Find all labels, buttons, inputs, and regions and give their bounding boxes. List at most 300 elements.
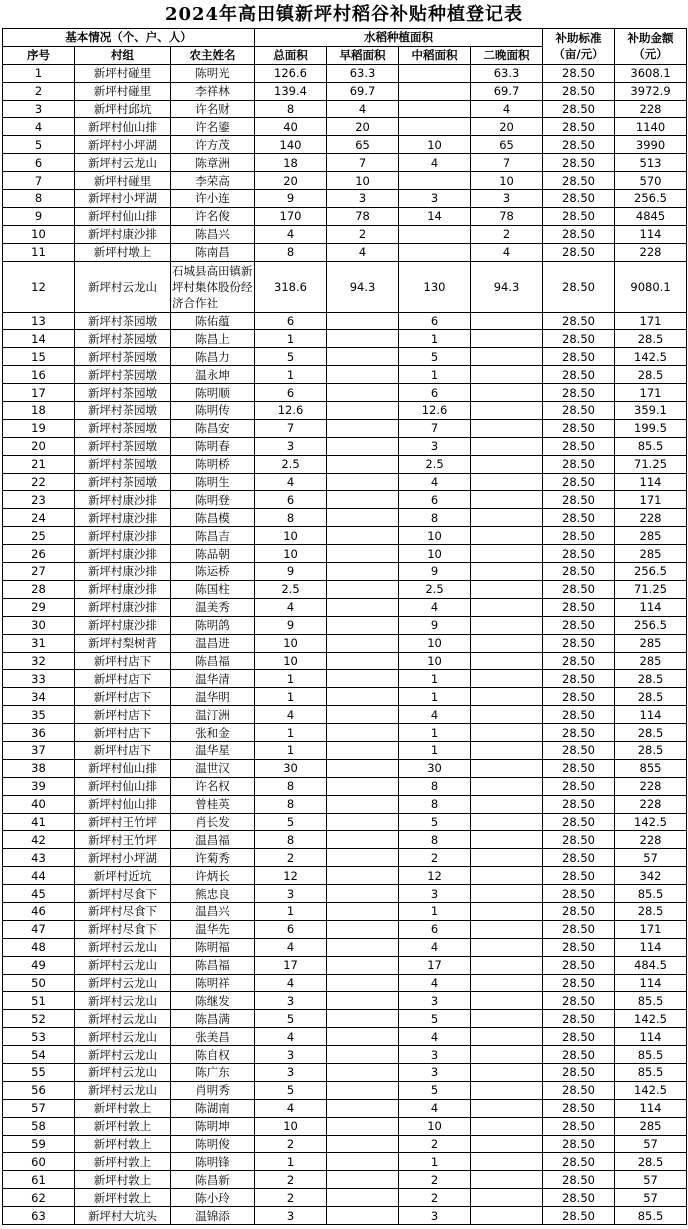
total-area-cell: 6 <box>255 491 327 509</box>
village-cell: 新坪村敦上 <box>75 1171 171 1189</box>
village-cell: 新坪村康沙排 <box>75 598 171 616</box>
village-cell: 新坪村茶园墩 <box>75 437 171 455</box>
late-area-cell <box>471 920 543 938</box>
early-area-cell <box>327 1028 399 1046</box>
late-area-cell <box>471 974 543 992</box>
amount-cell: 171 <box>615 491 687 509</box>
amount-cell: 57 <box>615 1189 687 1207</box>
header-basic-info: 基本情况（个、户、人） <box>3 29 255 47</box>
late-area-cell <box>471 938 543 956</box>
early-area-cell <box>327 920 399 938</box>
table-row <box>3 670 687 688</box>
early-area-cell <box>327 1046 399 1064</box>
seq-cell: 24 <box>3 509 75 527</box>
standard-cell: 28.50 <box>543 190 615 208</box>
village-cell: 新坪村康沙排 <box>75 225 171 243</box>
table-row <box>3 1189 687 1207</box>
table-row <box>3 225 687 243</box>
village-cell: 新坪村茶园墩 <box>75 330 171 348</box>
early-area-cell <box>327 563 399 581</box>
village-cell: 新坪村康沙排 <box>75 580 171 598</box>
seq-cell: 58 <box>3 1117 75 1135</box>
table-row <box>3 1153 687 1171</box>
standard-cell: 28.50 <box>543 831 615 849</box>
early-area-cell <box>327 867 399 885</box>
total-area-cell: 2 <box>255 849 327 867</box>
amount-cell: 228 <box>615 777 687 795</box>
farmer-cell: 许名鎏 <box>171 118 255 136</box>
village-cell: 新坪村店下 <box>75 741 171 759</box>
farmer-cell: 肖明秀 <box>171 1081 255 1099</box>
amount-cell: 85.5 <box>615 1046 687 1064</box>
middle-area-cell: 4 <box>399 598 471 616</box>
standard-cell: 28.50 <box>543 225 615 243</box>
standard-cell: 28.50 <box>543 437 615 455</box>
total-area-cell: 8 <box>255 831 327 849</box>
farmer-cell: 陈明俊 <box>171 1135 255 1153</box>
seq-cell: 27 <box>3 563 75 581</box>
amount-cell: 855 <box>615 759 687 777</box>
table-row <box>3 813 687 831</box>
table-row <box>3 616 687 634</box>
table-row <box>3 1063 687 1081</box>
late-area-cell <box>471 849 543 867</box>
seq-cell: 47 <box>3 920 75 938</box>
farmer-cell: 温世汉 <box>171 759 255 777</box>
seq-cell: 7 <box>3 172 75 190</box>
total-area-cell: 1 <box>255 366 327 384</box>
standard-cell: 28.50 <box>543 82 615 100</box>
standard-cell: 28.50 <box>543 724 615 742</box>
village-cell: 新坪村仙山排 <box>75 795 171 813</box>
table-row <box>3 1099 687 1117</box>
amount-cell: 3608.1 <box>615 64 687 82</box>
total-area-cell: 1 <box>255 741 327 759</box>
farmer-cell: 陈明桥 <box>171 455 255 473</box>
total-area-cell: 3 <box>255 1207 327 1225</box>
early-area-cell <box>327 706 399 724</box>
early-area-cell: 69.7 <box>327 82 399 100</box>
village-cell: 新坪村店下 <box>75 670 171 688</box>
farmer-cell: 许名权 <box>171 777 255 795</box>
village-cell: 新坪村云龙山 <box>75 1010 171 1028</box>
standard-cell: 28.50 <box>543 1153 615 1171</box>
total-area-cell: 1 <box>255 688 327 706</box>
amount-cell: 4845 <box>615 207 687 225</box>
standard-cell: 28.50 <box>543 1063 615 1081</box>
amount-cell: 484.5 <box>615 956 687 974</box>
seq-cell: 19 <box>3 419 75 437</box>
total-area-cell: 170 <box>255 207 327 225</box>
seq-cell: 40 <box>3 795 75 813</box>
farmer-cell: 曾桂英 <box>171 795 255 813</box>
table-row <box>3 207 687 225</box>
standard-cell: 28.50 <box>543 563 615 581</box>
standard-cell: 28.50 <box>543 634 615 652</box>
early-area-cell <box>327 455 399 473</box>
village-cell: 新坪村康沙排 <box>75 491 171 509</box>
middle-area-cell: 3 <box>399 190 471 208</box>
table-row <box>3 261 687 312</box>
amount-cell: 228 <box>615 795 687 813</box>
village-cell: 新坪村店下 <box>75 688 171 706</box>
farmer-cell: 陈明登 <box>171 491 255 509</box>
farmer-cell: 陈湖南 <box>171 1099 255 1117</box>
total-area-cell: 9 <box>255 190 327 208</box>
middle-area-cell: 6 <box>399 491 471 509</box>
middle-area-cell: 5 <box>399 1010 471 1028</box>
table-row <box>3 1046 687 1064</box>
table-row <box>3 118 687 136</box>
late-area-cell <box>471 741 543 759</box>
late-area-cell <box>471 509 543 527</box>
amount-cell: 114 <box>615 974 687 992</box>
farmer-cell: 陈昌吉 <box>171 527 255 545</box>
amount-cell: 199.5 <box>615 419 687 437</box>
early-area-cell <box>327 598 399 616</box>
seq-cell: 54 <box>3 1046 75 1064</box>
farmer-cell: 陈明祥 <box>171 974 255 992</box>
middle-area-cell: 2 <box>399 1135 471 1153</box>
middle-area-cell: 2 <box>399 849 471 867</box>
table-row <box>3 956 687 974</box>
total-area-cell: 1 <box>255 1153 327 1171</box>
early-area-cell <box>327 384 399 402</box>
total-area-cell: 9 <box>255 563 327 581</box>
seq-cell: 15 <box>3 348 75 366</box>
table-row <box>3 491 687 509</box>
table-body <box>3 64 687 1224</box>
late-area-cell <box>471 598 543 616</box>
amount-cell: 114 <box>615 598 687 616</box>
village-cell: 新坪村仙山排 <box>75 207 171 225</box>
seq-cell: 48 <box>3 938 75 956</box>
farmer-cell: 许方茂 <box>171 136 255 154</box>
total-area-cell: 4 <box>255 974 327 992</box>
total-area-cell: 2 <box>255 1189 327 1207</box>
late-area-cell <box>471 634 543 652</box>
farmer-cell: 李荣高 <box>171 172 255 190</box>
village-cell: 新坪村敦上 <box>75 1135 171 1153</box>
standard-cell: 28.50 <box>543 867 615 885</box>
village-cell: 新坪村云龙山 <box>75 974 171 992</box>
seq-cell: 56 <box>3 1081 75 1099</box>
header-amount-line2: （元） <box>633 47 668 62</box>
standard-cell: 28.50 <box>543 312 615 330</box>
late-area-cell <box>471 473 543 491</box>
total-area-cell: 2 <box>255 1135 327 1153</box>
village-cell: 新坪村康沙排 <box>75 563 171 581</box>
amount-cell: 228 <box>615 100 687 118</box>
late-area-cell <box>471 330 543 348</box>
standard-cell: 28.50 <box>543 261 615 312</box>
farmer-cell: 肖长发 <box>171 813 255 831</box>
farmer-cell: 温华明 <box>171 688 255 706</box>
early-area-cell <box>327 419 399 437</box>
early-area-cell <box>327 813 399 831</box>
table-row <box>3 992 687 1010</box>
header-standard <box>543 29 615 65</box>
standard-cell: 28.50 <box>543 902 615 920</box>
farmer-cell: 陈明光 <box>171 64 255 82</box>
table-row <box>3 312 687 330</box>
early-area-cell <box>327 509 399 527</box>
table-row <box>3 82 687 100</box>
middle-area-cell: 3 <box>399 885 471 903</box>
table-row <box>3 172 687 190</box>
middle-area-cell: 1 <box>399 902 471 920</box>
farmer-cell: 熊忠良 <box>171 885 255 903</box>
village-cell: 新坪村碰里 <box>75 82 171 100</box>
standard-cell: 28.50 <box>543 849 615 867</box>
village-cell: 新坪村碰里 <box>75 64 171 82</box>
early-area-cell <box>327 849 399 867</box>
farmer-cell: 石城县高田镇新坪村集体股份经济合作社 <box>171 261 255 312</box>
farmer-cell: 陈小玲 <box>171 1189 255 1207</box>
total-area-cell: 8 <box>255 777 327 795</box>
early-area-cell: 7 <box>327 154 399 172</box>
seq-cell: 20 <box>3 437 75 455</box>
standard-cell: 28.50 <box>543 1099 615 1117</box>
middle-area-cell: 8 <box>399 831 471 849</box>
early-area-cell: 20 <box>327 118 399 136</box>
seq-cell: 21 <box>3 455 75 473</box>
table-row <box>3 348 687 366</box>
early-area-cell <box>327 348 399 366</box>
early-area-cell <box>327 616 399 634</box>
late-area-cell <box>471 885 543 903</box>
late-area-cell <box>471 1028 543 1046</box>
table-row <box>3 634 687 652</box>
total-area-cell: 9 <box>255 616 327 634</box>
standard-cell: 28.50 <box>543 545 615 563</box>
village-cell: 新坪村康沙排 <box>75 527 171 545</box>
middle-area-cell: 4 <box>399 1028 471 1046</box>
village-cell: 新坪村茶园墩 <box>75 402 171 420</box>
late-area-cell <box>471 527 543 545</box>
middle-area-cell: 8 <box>399 795 471 813</box>
middle-area-cell: 3 <box>399 1046 471 1064</box>
total-area-cell: 8 <box>255 509 327 527</box>
late-area-cell: 94.3 <box>471 261 543 312</box>
seq-cell: 2 <box>3 82 75 100</box>
table-row <box>3 688 687 706</box>
standard-cell: 28.50 <box>543 118 615 136</box>
standard-cell: 28.50 <box>543 1046 615 1064</box>
village-cell: 新坪村云龙山 <box>75 1063 171 1081</box>
farmer-cell: 张美昌 <box>171 1028 255 1046</box>
middle-area-cell: 30 <box>399 759 471 777</box>
early-area-cell <box>327 688 399 706</box>
seq-cell: 11 <box>3 243 75 261</box>
standard-cell: 28.50 <box>543 64 615 82</box>
late-area-cell <box>471 580 543 598</box>
header-amount-line1: 补助金额 <box>627 31 674 46</box>
village-cell: 新坪村仙山排 <box>75 759 171 777</box>
seq-cell: 45 <box>3 885 75 903</box>
total-area-cell: 5 <box>255 813 327 831</box>
page-title: 2024年高田镇新坪村稻谷补贴种植登记表 <box>164 4 524 25</box>
amount-cell: 85.5 <box>615 1063 687 1081</box>
village-cell: 新坪村云龙山 <box>75 956 171 974</box>
farmer-cell: 陈昌安 <box>171 419 255 437</box>
middle-area-cell <box>399 172 471 190</box>
subsidy-table <box>2 28 687 1225</box>
table-row <box>3 759 687 777</box>
standard-cell: 28.50 <box>543 419 615 437</box>
late-area-cell <box>471 867 543 885</box>
table-row <box>3 1010 687 1028</box>
amount-cell: 28.5 <box>615 688 687 706</box>
standard-cell: 28.50 <box>543 1189 615 1207</box>
village-cell: 新坪村小坪湖 <box>75 849 171 867</box>
table-row <box>3 527 687 545</box>
early-area-cell <box>327 491 399 509</box>
total-area-cell: 1 <box>255 670 327 688</box>
standard-cell: 28.50 <box>543 580 615 598</box>
late-area-cell <box>471 1046 543 1064</box>
amount-cell: 342 <box>615 867 687 885</box>
header-farmer: 农主姓名 <box>171 46 255 64</box>
farmer-cell: 陈自权 <box>171 1046 255 1064</box>
standard-cell: 28.50 <box>543 974 615 992</box>
total-area-cell: 1 <box>255 902 327 920</box>
early-area-cell: 63.3 <box>327 64 399 82</box>
total-area-cell: 20 <box>255 172 327 190</box>
late-area-cell <box>471 1153 543 1171</box>
farmer-cell: 温华星 <box>171 741 255 759</box>
table-row <box>3 598 687 616</box>
amount-cell: 114 <box>615 473 687 491</box>
amount-cell: 71.25 <box>615 455 687 473</box>
village-cell: 新坪村康沙排 <box>75 616 171 634</box>
standard-cell: 28.50 <box>543 885 615 903</box>
late-area-cell <box>471 563 543 581</box>
standard-cell: 28.50 <box>543 992 615 1010</box>
early-area-cell: 94.3 <box>327 261 399 312</box>
amount-cell: 114 <box>615 706 687 724</box>
early-area-cell <box>327 795 399 813</box>
standard-cell: 28.50 <box>543 1028 615 1046</box>
early-area-cell <box>327 330 399 348</box>
amount-cell: 3990 <box>615 136 687 154</box>
total-area-cell: 10 <box>255 527 327 545</box>
amount-cell: 570 <box>615 172 687 190</box>
standard-cell: 28.50 <box>543 154 615 172</box>
total-area-cell: 40 <box>255 118 327 136</box>
early-area-cell <box>327 437 399 455</box>
village-cell: 新坪村仙山排 <box>75 118 171 136</box>
middle-area-cell <box>399 118 471 136</box>
village-cell: 新坪村王竹坪 <box>75 831 171 849</box>
late-area-cell <box>471 437 543 455</box>
total-area-cell: 126.6 <box>255 64 327 82</box>
table-row <box>3 724 687 742</box>
total-area-cell: 3 <box>255 437 327 455</box>
total-area-cell: 4 <box>255 473 327 491</box>
early-area-cell <box>327 1189 399 1207</box>
table-row <box>3 154 687 172</box>
late-area-cell <box>471 759 543 777</box>
middle-area-cell: 1 <box>399 366 471 384</box>
total-area-cell: 10 <box>255 1117 327 1135</box>
middle-area-cell: 12 <box>399 867 471 885</box>
late-area-cell <box>471 545 543 563</box>
early-area-cell <box>327 992 399 1010</box>
standard-cell: 28.50 <box>543 688 615 706</box>
late-area-cell: 10 <box>471 172 543 190</box>
header-standard-line1: 补助标准 <box>555 31 602 46</box>
total-area-cell: 7 <box>255 419 327 437</box>
seq-cell: 10 <box>3 225 75 243</box>
farmer-cell: 张和金 <box>171 724 255 742</box>
standard-cell: 28.50 <box>543 1207 615 1225</box>
late-area-cell <box>471 402 543 420</box>
early-area-cell <box>327 1135 399 1153</box>
seq-cell: 35 <box>3 706 75 724</box>
village-cell: 新坪村店下 <box>75 724 171 742</box>
middle-area-cell: 17 <box>399 956 471 974</box>
amount-cell: 85.5 <box>615 437 687 455</box>
early-area-cell <box>327 652 399 670</box>
late-area-cell <box>471 902 543 920</box>
table-row <box>3 580 687 598</box>
standard-cell: 28.50 <box>543 1010 615 1028</box>
middle-area-cell: 3 <box>399 437 471 455</box>
seq-cell: 49 <box>3 956 75 974</box>
seq-cell: 30 <box>3 616 75 634</box>
seq-cell: 25 <box>3 527 75 545</box>
middle-area-cell: 10 <box>399 545 471 563</box>
seq-cell: 31 <box>3 634 75 652</box>
total-area-cell: 4 <box>255 598 327 616</box>
village-cell: 新坪村茶园墩 <box>75 384 171 402</box>
late-area-cell <box>471 1207 543 1225</box>
amount-cell: 57 <box>615 849 687 867</box>
village-cell: 新坪村茶园墩 <box>75 455 171 473</box>
late-area-cell <box>471 1171 543 1189</box>
early-area-cell <box>327 1153 399 1171</box>
village-cell: 新坪村小坪湖 <box>75 136 171 154</box>
middle-area-cell: 10 <box>399 1117 471 1135</box>
standard-cell: 28.50 <box>543 455 615 473</box>
village-cell: 新坪村敦上 <box>75 1117 171 1135</box>
amount-cell: 9080.1 <box>615 261 687 312</box>
early-area-cell <box>327 1171 399 1189</box>
late-area-cell <box>471 1135 543 1153</box>
late-area-cell <box>471 366 543 384</box>
standard-cell: 28.50 <box>543 616 615 634</box>
seq-cell: 17 <box>3 384 75 402</box>
farmer-cell: 陈明锋 <box>171 1153 255 1171</box>
standard-cell: 28.50 <box>543 330 615 348</box>
standard-cell: 28.50 <box>543 366 615 384</box>
middle-area-cell: 14 <box>399 207 471 225</box>
total-area-cell: 12 <box>255 867 327 885</box>
header-total: 总面积 <box>255 46 327 64</box>
amount-cell: 114 <box>615 225 687 243</box>
late-area-cell: 2 <box>471 225 543 243</box>
village-cell: 新坪村云龙山 <box>75 992 171 1010</box>
farmer-cell: 温昌进 <box>171 634 255 652</box>
standard-cell: 28.50 <box>543 136 615 154</box>
farmer-cell: 温华清 <box>171 670 255 688</box>
table-row <box>3 437 687 455</box>
late-area-cell <box>471 813 543 831</box>
table-row <box>3 473 687 491</box>
amount-cell: 1140 <box>615 118 687 136</box>
farmer-cell: 陈昌兴 <box>171 225 255 243</box>
